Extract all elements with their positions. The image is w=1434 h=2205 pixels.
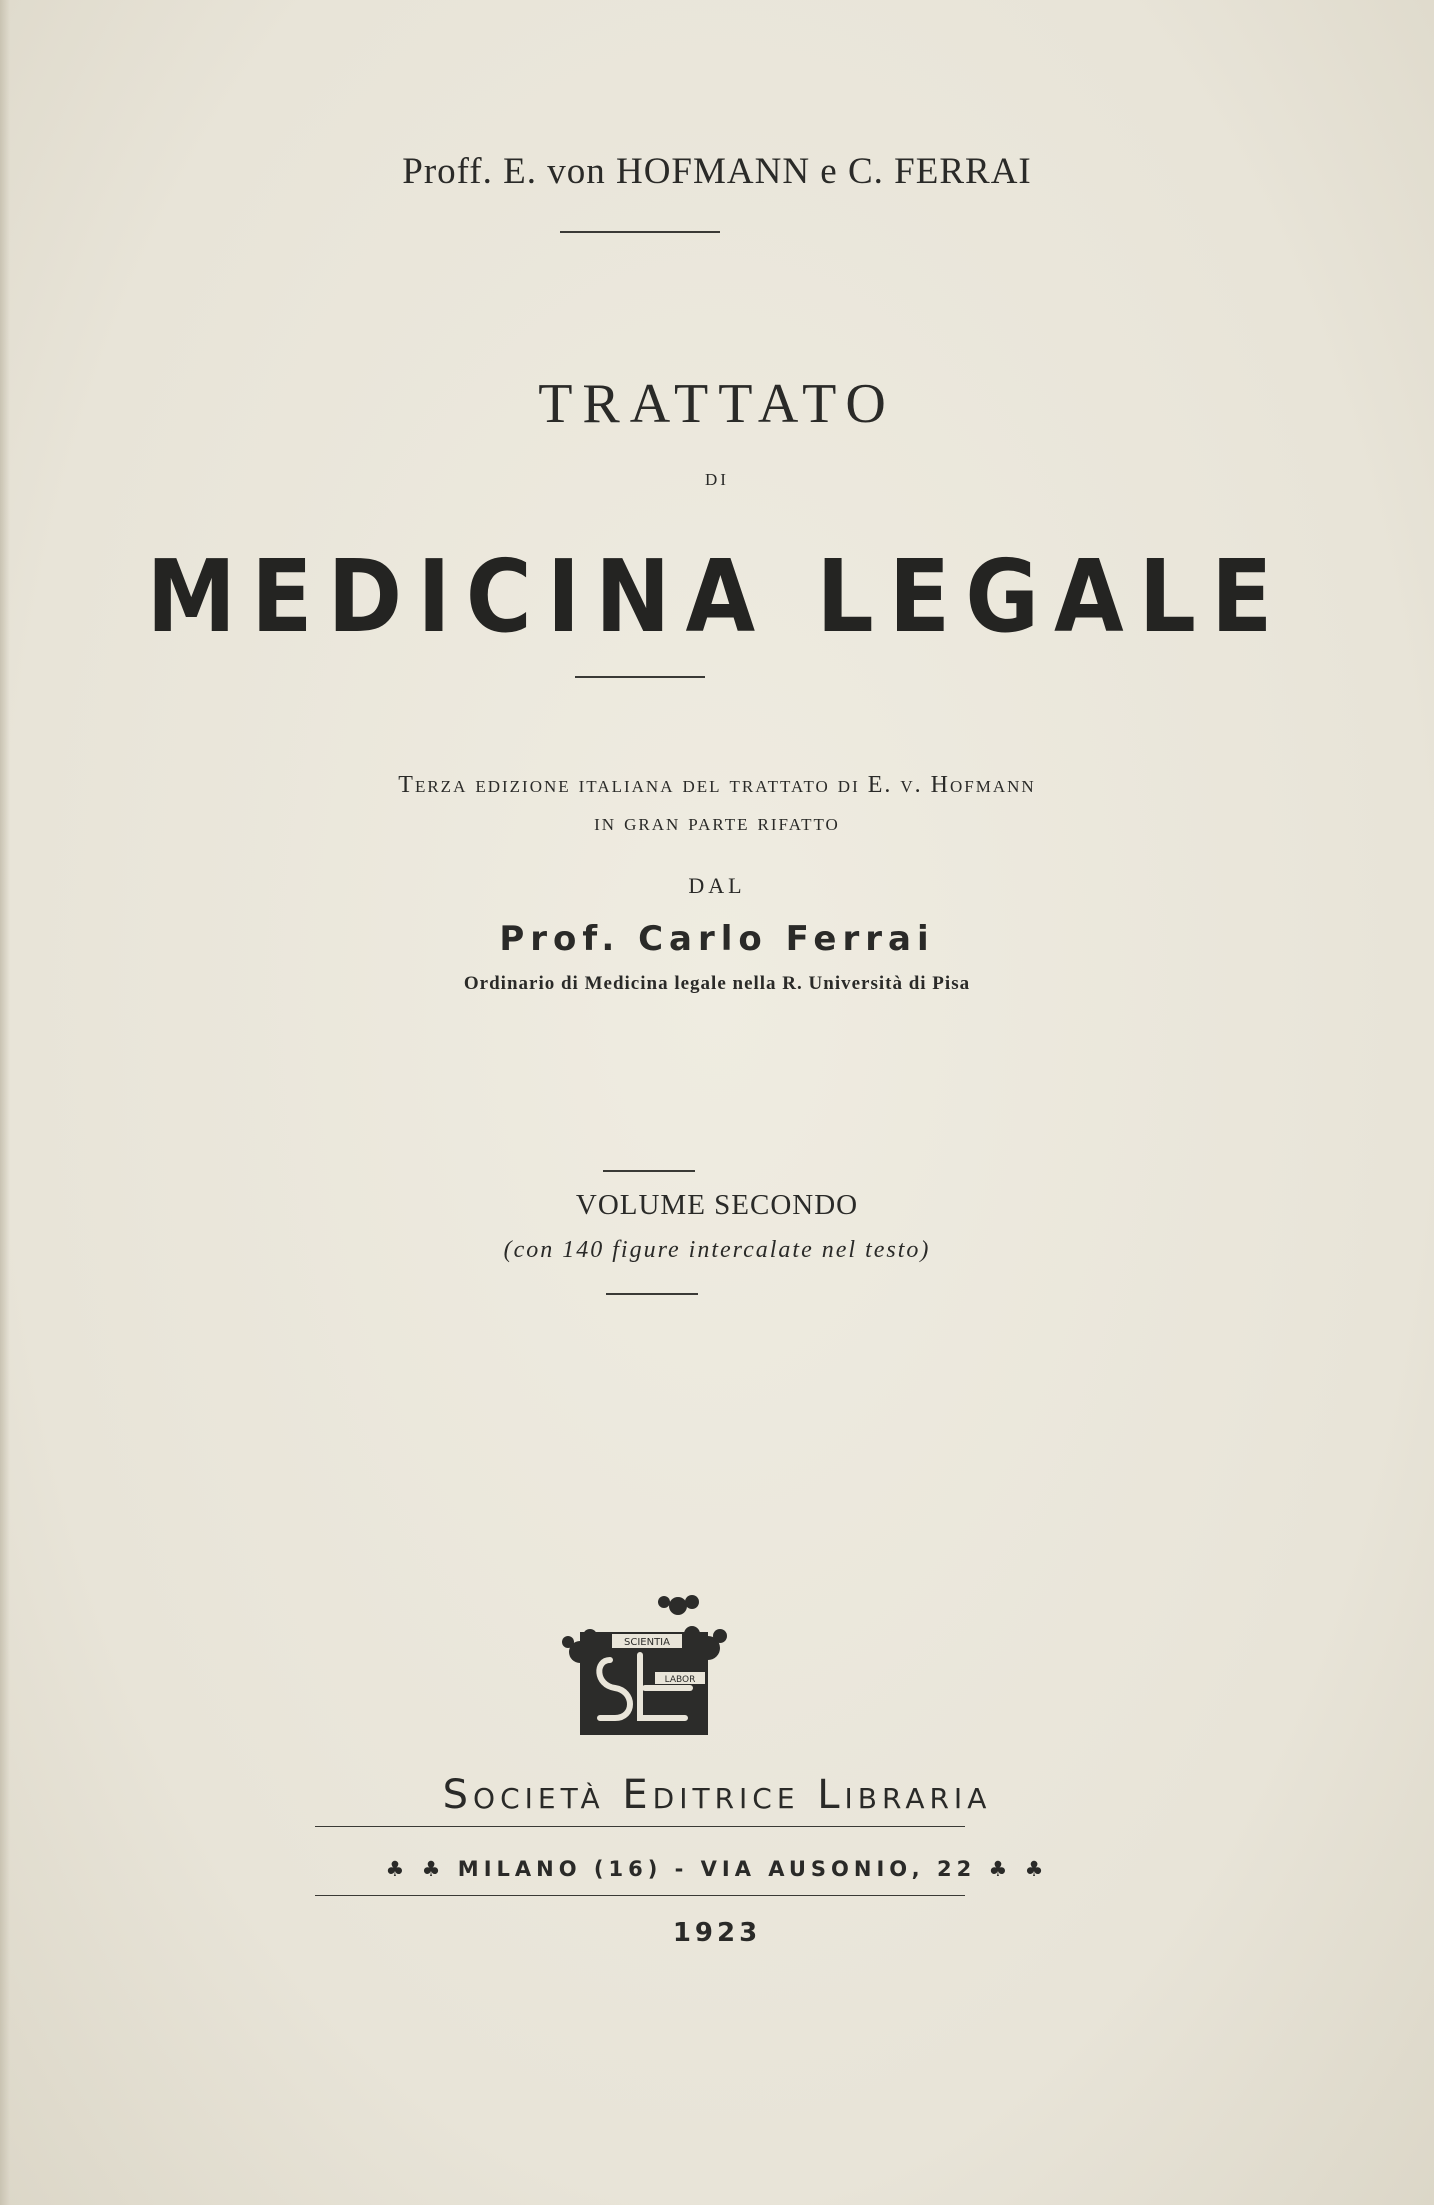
authors-line: Proff. E. von HOFMANN e C. FERRAI <box>402 151 1032 192</box>
figures-note: (con 140 figure intercalate nel testo) <box>503 1237 931 1263</box>
publisher-name: Società Editrice Libraria <box>442 1772 992 1818</box>
editor-role: Ordinario di Medicina legale nella R. Università di Pisa <box>463 973 971 994</box>
edition-line-2: in gran parte rifatto <box>594 810 840 836</box>
emblem-top-text: SCIENTIA <box>624 1637 670 1648</box>
publisher-address: ♣ ♣ MILANO (16) - VIA AUSONIO, 22 ♣ ♣ <box>385 1857 1049 1881</box>
edition-line-1: Terza edizione italiana del trattato di E. v. Hofmann <box>398 772 1036 798</box>
divider-volume-bottom <box>606 1293 698 1295</box>
title-di: DI <box>705 470 729 489</box>
divider-publisher-bottom <box>315 1895 965 1896</box>
editor-name: Prof. Carlo Ferrai <box>499 919 935 959</box>
divider-publisher-top <box>315 1826 965 1827</box>
title-trattato: TRATTATO <box>538 373 896 435</box>
dal-label: DAL <box>688 873 746 898</box>
volume-label: VOLUME SECONDO <box>575 1189 859 1221</box>
divider-top <box>560 231 720 233</box>
divider-volume-top <box>603 1170 695 1172</box>
divider-title <box>575 676 705 678</box>
publisher-emblem-icon <box>560 1590 730 1735</box>
emblem-bottom-text: LABOR <box>664 1675 696 1685</box>
title-main: MEDICINA LEGALE <box>146 538 1288 655</box>
publication-year: 1923 <box>672 1918 762 1948</box>
